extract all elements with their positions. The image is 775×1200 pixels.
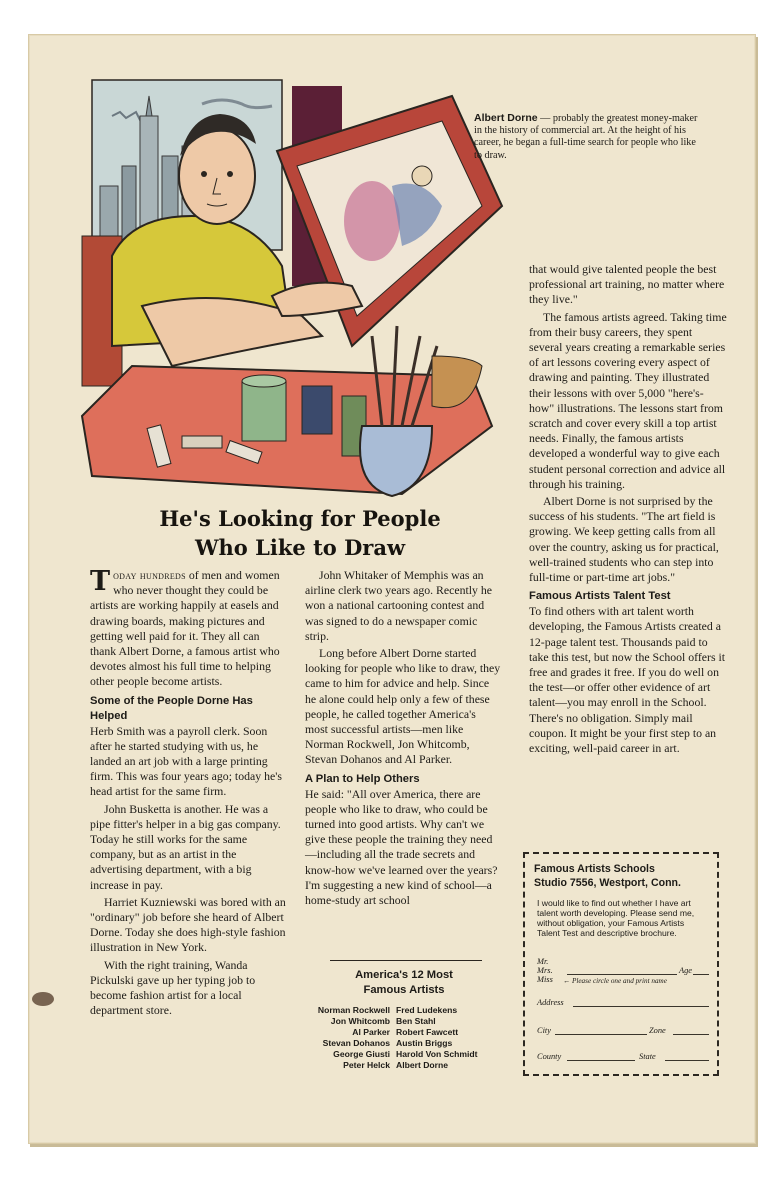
headline-line-2: Who Like to Draw: [194, 535, 406, 560]
artist-name: George Giusti: [333, 1049, 390, 1059]
coupon-title: [534, 862, 714, 890]
age-field[interactable]: [693, 974, 709, 975]
headline-line-1: He's Looking for People: [159, 506, 441, 531]
state-label: State: [639, 1052, 656, 1061]
paragraph-john-whitaker: John Whitaker of Memphis was an airline clerk two years ago. Recently he won a national cartooning contest and was signed to do a newspaper comic strip.: [305, 568, 493, 643]
state-field[interactable]: [665, 1060, 709, 1061]
paragraph-talent-test: To find others with art talent worth developing, the Famous Artists created a 12-page talent test. Thousands paid to take this test, but now the School offers it free and grades it free. If you do well on the test—or offer other evidence of art talent—you may enroll in the School. There's no obligation. Simply mail coupon. It might be your first step to an exciting, well-paid career in art.: [529, 604, 726, 756]
artist-name: Stevan Dohanos: [322, 1038, 390, 1048]
paragraph-john-busketta: John Busketta is another. He was a pipe fitter's helper in a big gas company. Today he still works for the same company, but as an artist in the advertising department, with a big increase in pay.: [90, 801, 281, 892]
caption-name: Albert Dorne: [474, 112, 538, 124]
paragraph-herb-smith: Herb Smith was a payroll clerk. Soon after he started studying with us, he landed an art job with a large printing firm. This was four years ago; today he's head artist for the same firm.: [90, 723, 282, 799]
county-label: County: [537, 1052, 562, 1061]
artist-name: Austin Briggs: [396, 1038, 453, 1048]
artist-caption: [474, 112, 699, 162]
name-field[interactable]: [567, 974, 677, 975]
coupon-title-line-1: Famous Artists Schools: [534, 863, 655, 875]
artist-name: Harold Von Schmidt: [396, 1049, 478, 1059]
famous-artists-title: [304, 968, 504, 998]
address-field[interactable]: [573, 1006, 709, 1007]
city-field[interactable]: [555, 1034, 647, 1035]
address-label: Address: [537, 998, 564, 1007]
coupon-title-line-2: Studio 7556, Westport, Conn.: [534, 877, 681, 889]
paragraph-wanda: With the right training, Wanda Pickulski gave up her typing job to become fashion artist for a local department store.: [90, 957, 256, 1018]
salutation-mr: Mr.: [537, 957, 549, 966]
stain-mark: [32, 992, 54, 1006]
paragraph-continued: that would give talented people the best professional art training, no matter where they live.": [529, 262, 725, 307]
artist-row: [300, 1038, 510, 1049]
subhead-talent-test: Famous Artists Talent Test: [529, 590, 671, 603]
artist-name: Jon Whitcomb: [330, 1016, 390, 1026]
mail-coupon[interactable]: [523, 852, 719, 1076]
artist-name: Al Parker: [352, 1027, 390, 1037]
zone-label: Zone: [649, 1026, 666, 1035]
famous-artists-list: [300, 1005, 510, 1071]
instruction-text: Please circle one and print name: [571, 977, 667, 985]
salutation-mrs: Mrs.: [537, 966, 553, 975]
caption-text: — probably the greatest money-maker in the history of commercial art. At the height of his career, he began a full-time search for people who like to draw.: [474, 113, 698, 161]
divider-rule: [330, 960, 482, 961]
artist-name: Fred Ludekens: [396, 1005, 458, 1015]
coupon-body: I would like to find out whether I have art talent worth developing. Please send me, without obligation, your Famous Artists Talent Test and descriptive brochure.: [537, 898, 695, 938]
circle-instruction: ← Please circle one and print name: [563, 977, 667, 985]
article-column-1: [90, 568, 288, 1020]
artist-name: Peter Helck: [343, 1060, 390, 1070]
artist-name: Ben Stahl: [396, 1016, 436, 1026]
artist-row: [300, 1049, 510, 1060]
salutation-miss: Miss: [537, 975, 553, 984]
artist-row: [300, 1016, 510, 1027]
paragraph-he-said: He said: "All over America, there are people who like to draw, who could be turned into good artists. Why can't we give these people the training they need—including all the trade secrets and know-how we've learned over the years? I'm suggesting a new kind of school—a home-study art school: [305, 786, 498, 908]
subhead-people-helped: Some of the People Dorne Has Helped: [90, 694, 253, 722]
albert-dorne-illustration: [52, 46, 507, 504]
article-column-2: [305, 568, 501, 910]
age-label: Age: [679, 966, 693, 975]
paragraph-artists-agreed: The famous artists agreed. Taking time from their busy careers, they spent several years creating a remarkable series of art lessons covering every aspect of drawing and painting. They illustrated their lessons with over 5,000 "here's-how" illustrations. The lessons start from scratch and cover every skill a top artist needs. Finally, the famous artists developed a wonderful way to give each student personal correction and advice all through his training.: [529, 309, 727, 491]
famous-title-line-1: America's 12 Most: [355, 969, 453, 981]
artist-row: [300, 1027, 510, 1038]
artist-name: Albert Dorne: [396, 1060, 449, 1070]
intro-paragraph: [90, 568, 288, 690]
lead-smallcaps: oday hundreds: [113, 568, 186, 582]
artist-name: Norman Rockwell: [317, 1005, 390, 1015]
article-column-3: [529, 262, 727, 758]
artist-row: [300, 1005, 510, 1016]
famous-title-line-2: Famous Artists: [363, 984, 445, 996]
headline: [90, 504, 510, 562]
paragraph-long-before: Long before Albert Dorne started looking for people who like to draw, they came to him for advice and help. Since he alone could help only a few of these people, he called together America's most successful artists—men like Norman Rockwell, Jon Whitcomb, Stevan Dohanos and Al Parker.: [305, 646, 501, 767]
city-label: City: [537, 1026, 551, 1035]
drop-cap: T: [90, 566, 111, 597]
county-field[interactable]: [567, 1060, 635, 1061]
intro-text: of men and women who never thought they could be artists are working happily at easels and drawing boards, making pictures and getting well paid for it. They all can thank Albert Dorne, a famous artist who devotes almost his full time to helping other people become artists.: [90, 568, 280, 689]
zone-field[interactable]: [673, 1034, 709, 1035]
artist-name: Robert Fawcett: [396, 1027, 459, 1037]
subhead-plan: A Plan to Help Others: [305, 772, 420, 785]
paragraph-harriet: Harriet Kuzniewski was bored with an "ordinary" job before she heard of Albert Dorne. Today she does high-style fashion illustration in New York.: [90, 894, 286, 955]
paragraph-not-surprised: Albert Dorne is not surprised by the success of his students. "The art field is growing. We keep getting calls from all over the country, asking us for practical, well-trained students who can step into full-time or part-time art jobs.": [529, 494, 719, 585]
artist-row: [300, 1060, 510, 1071]
